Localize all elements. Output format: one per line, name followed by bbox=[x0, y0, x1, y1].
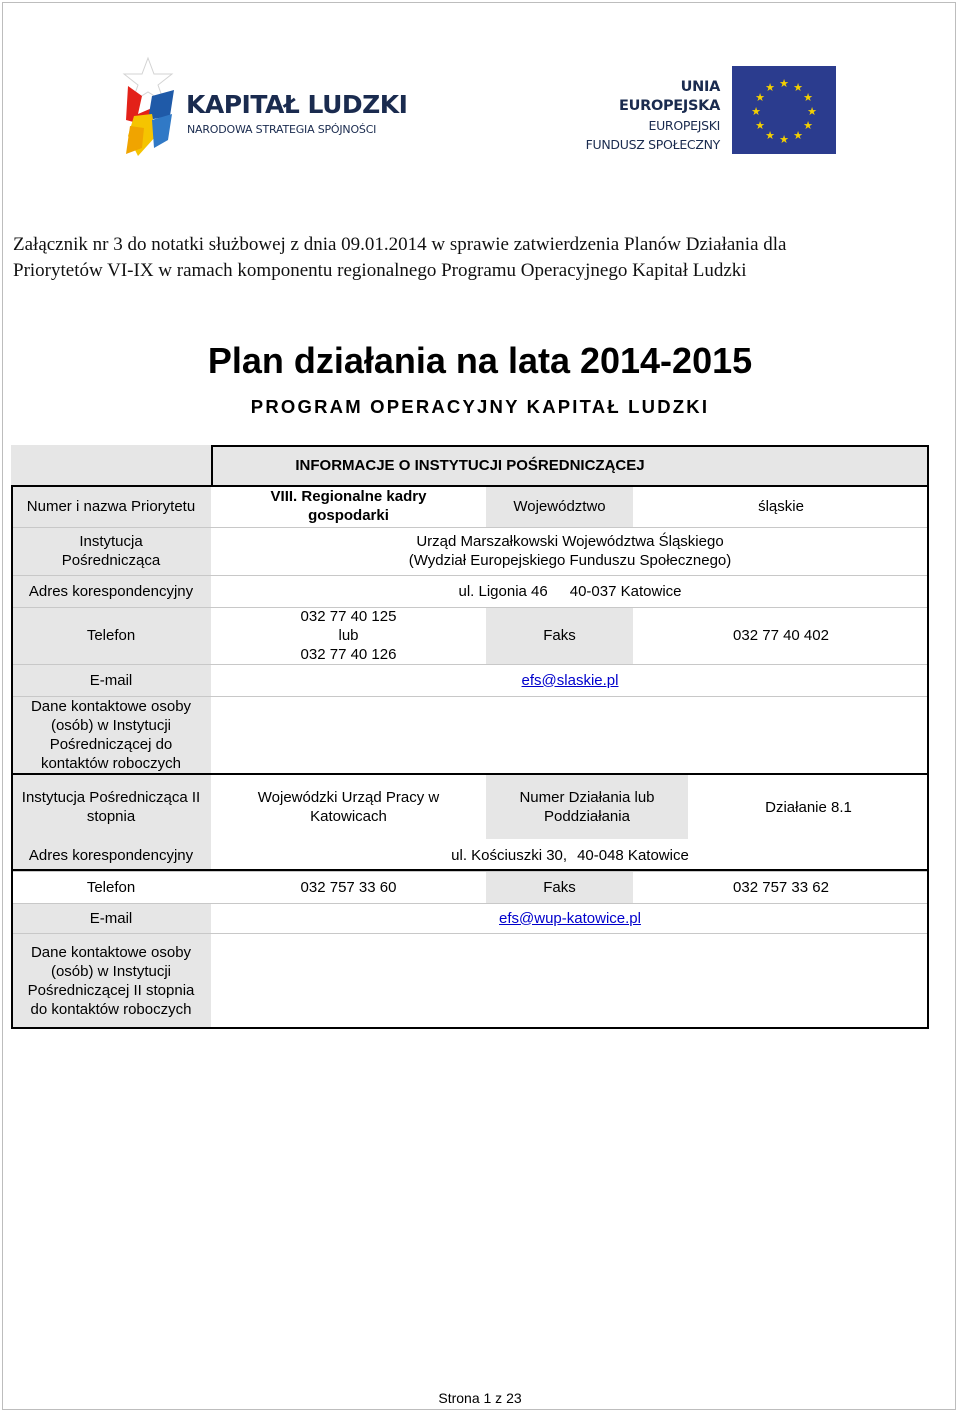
page-footer: Strona 1 z 23 bbox=[438, 1390, 522, 1406]
email-label: E-mail bbox=[89, 671, 133, 689]
kapital-ludzki-subtitle: NARODOWA STRATEGIA SPÓJNOŚCI bbox=[187, 123, 377, 136]
header-border bbox=[211, 445, 929, 485]
eu-logo bbox=[578, 66, 838, 160]
eu-logo-line3: FUNDUSZ SPOŁECZNY bbox=[585, 137, 720, 152]
table-header-text: INFORMACJE O INSTYTUCJI POŚREDNICZĄCEJ bbox=[295, 456, 645, 474]
priority-label: Numer i nazwa Priorytetu bbox=[26, 497, 196, 515]
annex-line2: Priorytetów VI-IX w ramach komponentu regionalnego Programu Operacyjnego Kapitał Ludzki bbox=[13, 260, 747, 281]
annex-note bbox=[13, 232, 913, 284]
kapital-ludzki-title: KAPITAŁ LUDZKI bbox=[186, 90, 408, 119]
svg-text:★: ★ bbox=[803, 119, 813, 132]
section-ip2-border bbox=[11, 773, 929, 871]
eu-logo-line2: EUROPEJSKI bbox=[648, 118, 720, 133]
svg-text:★: ★ bbox=[807, 105, 817, 118]
phone-line3: 032 77 40 126 bbox=[300, 646, 397, 663]
ip-value-line1: Urząd Marszałkowski Województwa Śląskiego bbox=[416, 533, 724, 550]
svg-text:★: ★ bbox=[765, 129, 775, 142]
phone2-value: 032 757 33 60 bbox=[300, 878, 397, 896]
address-street: ul. Ligonia 46 bbox=[458, 582, 548, 600]
fax-value: 032 77 40 402 bbox=[733, 627, 829, 644]
email2-label: E-mail bbox=[89, 909, 133, 927]
svg-text:★: ★ bbox=[755, 91, 765, 104]
section-ip-border bbox=[11, 485, 929, 775]
address2-label: Adres korespondencyjny bbox=[28, 846, 194, 864]
email-link[interactable]: efs@slaskie.pl bbox=[521, 671, 619, 689]
info-table bbox=[11, 445, 929, 1029]
address-label: Adres korespondencyjny bbox=[28, 582, 194, 600]
star-flag-icon bbox=[118, 56, 180, 166]
svg-text:★: ★ bbox=[765, 81, 775, 94]
voivodeship-label: Województwo bbox=[513, 497, 606, 515]
svg-text:★: ★ bbox=[779, 77, 789, 90]
section-ip2-contact-border bbox=[11, 869, 929, 1029]
priority-value: VIII. Regionalne kadry gospodarki bbox=[270, 488, 427, 524]
phone-line2: lub bbox=[338, 627, 359, 644]
contact2-label: Dane kontaktowe osoby (osób) w Instytucji Pośredniczącej II stopnia do kontaktów roboczych bbox=[27, 944, 195, 1018]
svg-text:★: ★ bbox=[803, 91, 813, 104]
address-city: 40-037 Katowice bbox=[569, 582, 682, 600]
svg-text:★: ★ bbox=[793, 81, 803, 94]
fax-label: Faks bbox=[543, 627, 576, 644]
eu-logo-line1: UNIA EUROPEJSKA bbox=[619, 79, 720, 114]
svg-text:★: ★ bbox=[793, 129, 803, 142]
svg-text:★: ★ bbox=[751, 105, 761, 118]
svg-text:★: ★ bbox=[779, 133, 789, 146]
page-subtitle: PROGRAM OPERACYJNY KAPITAŁ LUDZKI bbox=[250, 396, 710, 417]
address2-city: 40-048 Katowice bbox=[577, 846, 689, 864]
email2-link[interactable]: efs@wup-katowice.pl bbox=[499, 909, 641, 927]
phone-line1: 032 77 40 125 bbox=[300, 608, 397, 625]
voivodeship-value: śląskie bbox=[758, 497, 804, 515]
page-title: Plan działania na lata 2014-2015 bbox=[207, 340, 753, 381]
address2-street: ul. Kościuszki 30, bbox=[451, 846, 568, 864]
kapital-ludzki-logo bbox=[118, 56, 408, 166]
phone2-label: Telefon bbox=[86, 878, 136, 896]
eu-logo-text bbox=[578, 78, 720, 154]
ip2-value: Wojewódzki Urząd Pracy w Katowicach bbox=[257, 789, 440, 825]
eu-flag-icon bbox=[732, 66, 836, 154]
fax2-label: Faks bbox=[543, 878, 576, 896]
contact-label: Dane kontaktowe osoby (osób) w Instytucji Pośredniczącej do kontaktów roboczych bbox=[30, 697, 192, 772]
measure-label: Numer Działania lub Poddziałania bbox=[519, 789, 655, 825]
fax2-value: 032 757 33 62 bbox=[733, 878, 829, 896]
ip2-label: Instytucja Pośrednicząca II stopnia bbox=[21, 789, 201, 825]
annex-line1: Załącznik nr 3 do notatki służbowej z dnia 09.01.2014 w sprawie zatwierdzenia Planów Działania dla bbox=[13, 234, 787, 255]
phone-label: Telefon bbox=[86, 627, 136, 644]
measure-value: Działanie 8.1 bbox=[765, 798, 852, 816]
svg-text:★: ★ bbox=[755, 119, 765, 132]
ip-label: Instytucja Pośrednicząca bbox=[61, 533, 161, 569]
ip-value-line2: (Wydział Europejskiego Funduszu Społecznego) bbox=[408, 552, 732, 569]
